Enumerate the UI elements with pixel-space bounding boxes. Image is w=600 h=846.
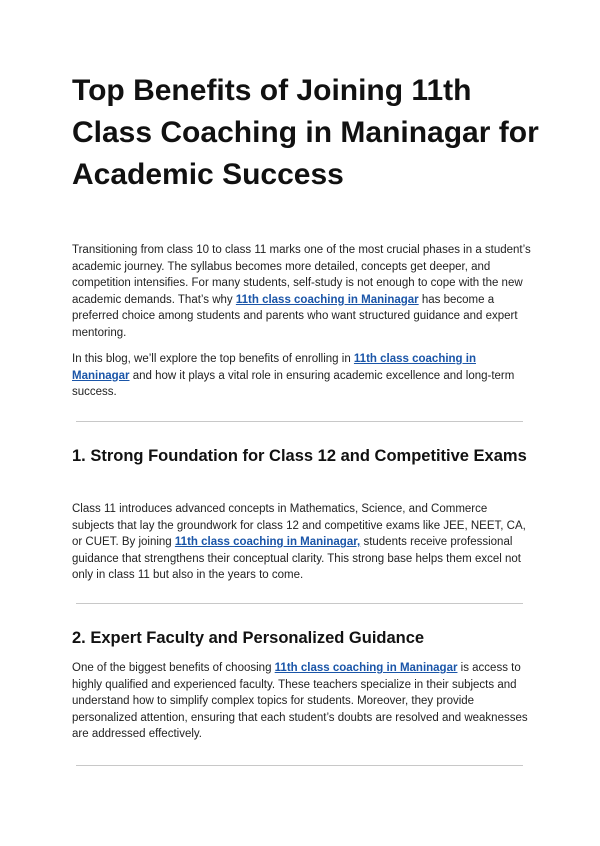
section-2-text-start: One of the biggest benefits of choosing (72, 662, 275, 674)
section-2-body (72, 660, 532, 743)
section-1-text-end: students receive professional guidance that strengthens their conceptual clarity. This strong base helps them excel not only in class 11 but also in the years to come. (72, 536, 521, 582)
intro-p1-text-end: has become a preferred choice among students and parents who want structured guidance and expert mentoring. (72, 293, 518, 339)
coaching-link-section-1[interactable]: 11th class coaching in Maninagar, (174, 536, 361, 549)
intro-paragraph-1 (72, 242, 532, 342)
section-2-heading: 2. Expert Faculty and Personalized Guidance (72, 629, 425, 647)
page-title: Top Benefits of Joining 11th Class Coaching in Maninagar for Academic Success (72, 74, 539, 191)
section-2-text-end: is access to highly qualified and experienced faculty. These teachers specialize in their subjects and understand how to simplify complex topics for students. Moreover, they provide personalized attention, ensuring that each student’s doubts are resolved and weaknesses are addressed effectively. (72, 662, 528, 741)
section-1-text-start: Class 11 introduces advanced concepts in Mathematics, Science, and Commerce subjects that lay the groundwork for class 12 and competitive exams like JEE, NEET, CA, or CUET. By joining (72, 503, 526, 549)
section-divider (76, 603, 523, 604)
coaching-link-section-2[interactable]: 11th class coaching in Maninagar (274, 662, 458, 674)
section-1-heading: 1. Strong Foundation for Class 12 and Competitive Exams (72, 447, 527, 465)
section-divider (76, 765, 523, 766)
coaching-link-intro-2[interactable]: 11th class coaching in Maninagar (72, 353, 476, 382)
section-divider (76, 421, 523, 422)
intro-p2-text-end: and how it plays a vital role in ensuring academic excellence and long-term success. (72, 369, 515, 399)
intro-p1-text-start: Transitioning from class 10 to class 11 marks one of the most crucial phases in a student’s academic journey. The syllabus becomes more detailed, concepts get deeper, and competition intensifies. For many students, self-study is not enough to cope with the new academic demands. That’s why (72, 244, 531, 306)
intro-paragraph-2 (72, 351, 532, 401)
coaching-link-intro-1[interactable]: 11th class coaching in Maninagar (235, 293, 419, 306)
section-1-body (72, 501, 532, 584)
intro-p2-text-start: In this blog, we’ll explore the top benefits of enrolling in (72, 353, 354, 365)
